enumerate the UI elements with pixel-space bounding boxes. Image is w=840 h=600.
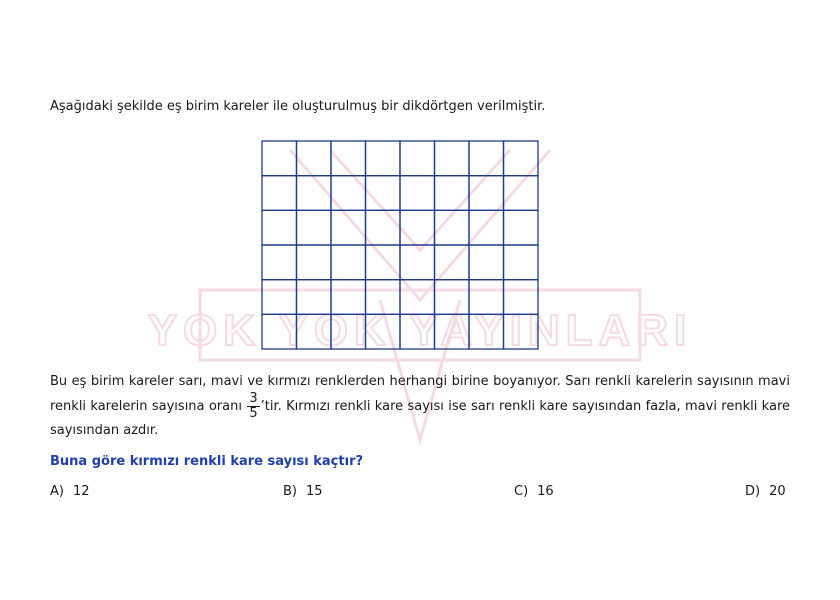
paragraph-line1: Bu eş birim kareler sarı, mavi ve kırmızı renklerden herhangi birine boyanıyor. Sarı renkli karelerin sayısının mavi renkli karelerin sayısına oranı [50,374,790,414]
fraction-numerator: 3 [249,391,258,406]
grid-cell [400,176,435,211]
grid-cell [366,314,401,349]
grid-cell [297,314,332,349]
grid-cell [331,210,366,245]
grid-cell [435,280,470,315]
grid-cell [297,176,332,211]
grid-cell [366,176,401,211]
grid-cell [435,176,470,211]
grid-cell [366,245,401,280]
grid-cell [469,141,504,176]
grid-cell [504,176,539,211]
option-c-letter: C) [514,484,529,499]
grid-cell [331,176,366,211]
watermark-text: YOK YOK YAYINLARI [147,306,693,355]
option-d[interactable] [745,484,786,499]
grid-cell [435,314,470,349]
option-d-letter: D) [745,484,761,499]
grid-cell [400,141,435,176]
grid-cell [262,245,297,280]
grid-cell [331,314,366,349]
grid-cell [504,210,539,245]
problem-paragraph [50,372,790,441]
grid-cell [435,245,470,280]
grid-cell [435,210,470,245]
option-d-value: 20 [769,484,786,499]
option-a-value: 12 [72,484,90,499]
grid-cell [297,141,332,176]
paragraph-line2: ’tir. Kırmızı renkli kare sayısı ise sarı renkli kare sayısından fazla, mavi renkli kare sayısından azdır. [50,399,791,438]
grid-cell [297,280,332,315]
grid-cell [469,210,504,245]
grid-cell [262,210,297,245]
grid-cell [331,245,366,280]
grid-cell [262,314,297,349]
grid-cell [469,280,504,315]
grid-cell [366,210,401,245]
grid-cell [469,314,504,349]
grid-cell [504,245,539,280]
question-text: Buna göre kırmızı renkli kare sayısı kaçtır? [50,454,364,469]
fraction-denominator: 5 [249,406,258,421]
option-c-value: 16 [537,484,554,499]
grid-cell [435,141,470,176]
grid-cell [331,280,366,315]
grid-cell [262,176,297,211]
option-b-value: 15 [306,484,323,499]
option-a-letter: A) [50,484,64,499]
grid-cell [331,141,366,176]
grid-cell [469,245,504,280]
option-a[interactable] [50,484,90,499]
grid-cell [400,245,435,280]
grid-cell [297,245,332,280]
grid-cell [262,141,297,176]
grid-cell [400,280,435,315]
option-c[interactable] [514,484,554,499]
ratio-fraction [247,392,259,421]
grid-cell [504,280,539,315]
intro-text: Aşağıdaki şekilde eş birim kareler ile oluşturulmuş bir dikdörtgen verilmiştir. [50,99,546,114]
grid-cell [400,314,435,349]
grid-cell [469,176,504,211]
grid-cell [366,280,401,315]
grid-cell [504,314,539,349]
grid-cell [262,280,297,315]
grid-cell [400,210,435,245]
option-b-letter: B) [283,484,297,499]
grid-cell [504,141,539,176]
grid-cell [366,141,401,176]
option-b[interactable] [283,484,323,499]
grid-cell [297,210,332,245]
